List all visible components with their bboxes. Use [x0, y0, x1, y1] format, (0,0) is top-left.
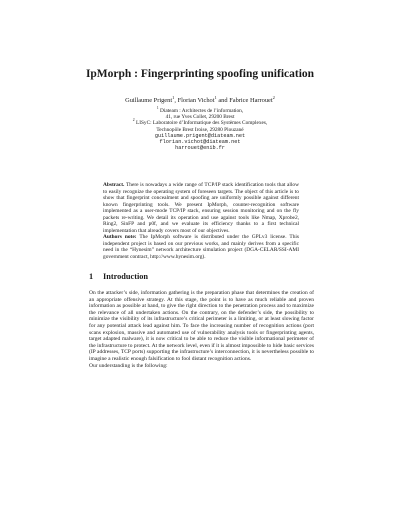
section-heading	[89, 272, 339, 281]
body-paragraph: On the attacker’s side, information gathering is the preparation phase that determines the creation of an appropriate offensive strategy. At this stage, the point is to have as much reliable and proven information as possible at hand, to give the right direction to the penetration process and to maximize the relevance of all undertaken actions. On the contrary, on the defender’s side, the possibility to minimize the visibility of its infrastructure’s critical perimeter is a limiting, or at least slowing factor for any potential attack lead against him. To face the increasing number of recognition actions (port scans explosion, massive and automated use of vulnerability analysis tools or fingerprinting agents, target adapted malware), it is now critical to be able to reduce the visible informational perimeter of the infrastructure to protect. At the network level, even if it is almost impossible to hide basic services (IP addresses, TCP ports) supporting the infrastructure’s interconnection, it is nevertheless possible to imagine a realistic enough falsification to fool distant recognition actions.	[89, 290, 314, 362]
email-2: florian.vichot@diateam.net	[159, 139, 241, 146]
section-title: Introduction	[103, 272, 149, 281]
author-name: Florian Vichot	[177, 97, 215, 104]
authors-note-label: Authors note:	[103, 234, 137, 240]
author-separator: and	[216, 97, 230, 104]
abstract-paragraph	[103, 182, 299, 234]
paper-title: IpMorph : Fingerprinting spoofing unification	[85, 68, 315, 80]
author-affil-mark: 1	[172, 94, 175, 100]
affil-mark: 2	[132, 118, 135, 123]
author-list	[0, 94, 400, 104]
affiliation-text: Diateam : Architectes de l’information,	[160, 108, 244, 114]
author-name: Guillaume Prigent	[125, 97, 173, 104]
author-separator: ,	[174, 97, 178, 104]
abstract	[103, 182, 299, 260]
body-paragraph: Our understanding is the following:	[89, 362, 168, 369]
authors-note-text: The IpMorph software is distributed under the GPLv3 license. This independent project is based on our previous works, and mainly derives from a specific need in the “Hynesim” network architecture simulation project (DGA-CELAR/SSI-AMI government contract, http://www.hynesim.org).	[103, 234, 299, 260]
authors-note-paragraph	[103, 234, 299, 260]
affiliations	[0, 108, 400, 151]
email-1: guillaume.prigent@diateam.net	[154, 132, 246, 139]
author-affil-mark: 2	[272, 94, 275, 100]
affiliation-text: LISyC: Laboratoire d’Informatique des Systèmes Complexes,	[135, 120, 268, 127]
email-3: harrouet@enib.fr	[175, 145, 225, 152]
abstract-text: There is nowadays a wide range of TCP/IP stack identification tools that allow to easily recognize the operating system of foreseen targets. The object of this article is to show that fingerprint concealment and spoofing are uniformly possible against different known fingerprinting tools. We present IpMorph, counter-recognition software implemented as a user-mode TCP/IP stack, ensuring session monitoring and on the fly packets re-writing. We detail its operation and use against tools like Nmap, Xprobe2, Ring2, SinFP and p0f, and we evaluate its efficiency thanks to a first technical implementation that already covers most of our objectives.	[103, 182, 299, 234]
affiliation-2-line2: Technopôle Brest Iroise, 29280 Plouzané	[156, 126, 244, 133]
section-number: 1	[89, 272, 94, 281]
author-affil-mark: 1	[214, 94, 217, 100]
affiliation-1-line2: 41, rue Yves Collet, 29200 Brest	[165, 114, 235, 121]
abstract-label: Abstract.	[103, 182, 125, 188]
body-text	[89, 290, 314, 369]
affil-mark: 1	[156, 106, 159, 111]
author-name: Fabrice Harrouet	[229, 97, 273, 104]
